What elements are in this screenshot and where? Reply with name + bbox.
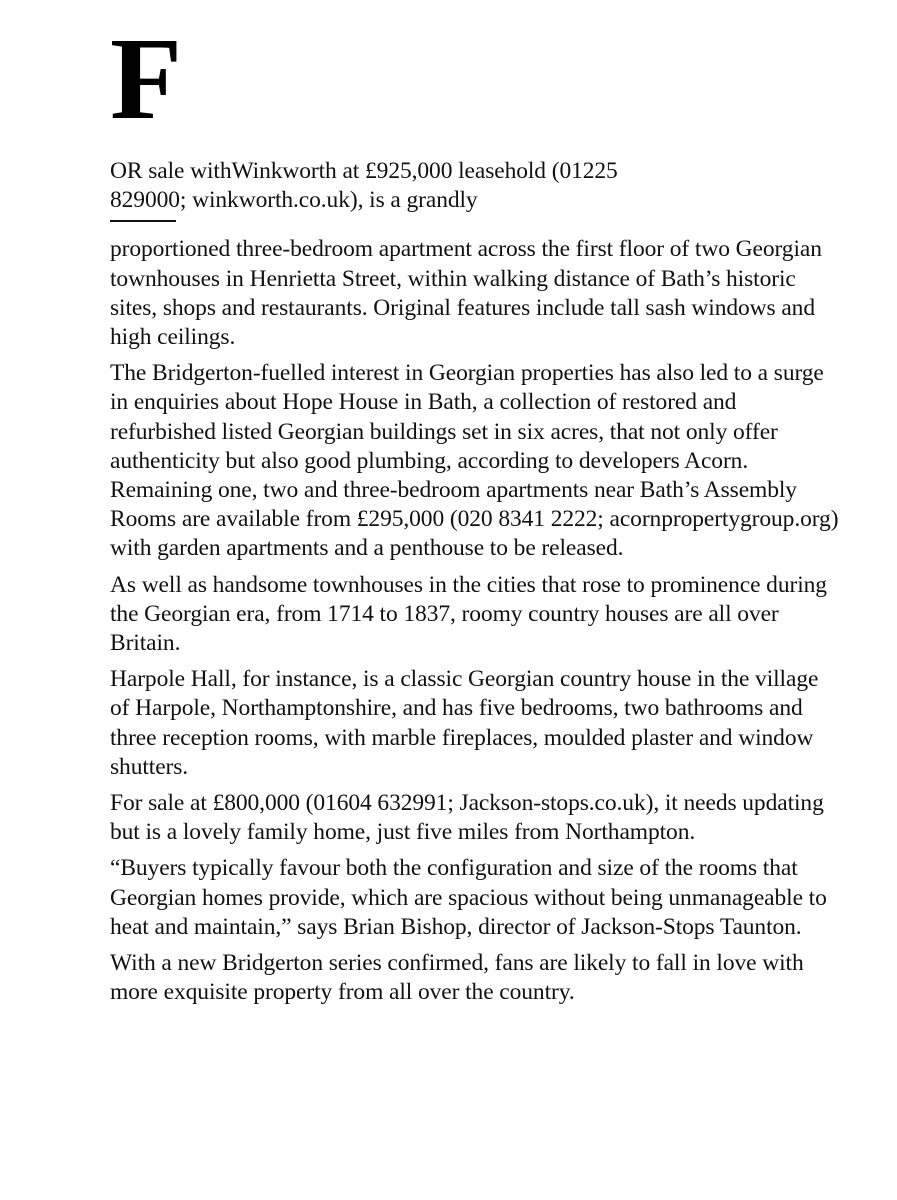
body-paragraph: Harpole Hall, for instance, is a classic Georgian country house in the village of Harpole, Northamptonshire, and has five bedrooms, two bathrooms and three reception rooms, with marble fireplaces, moulded plaster and window shutters.: [110, 666, 819, 780]
lede-paragraph: [110, 157, 840, 215]
section-divider: [110, 220, 176, 222]
body-paragraph: With a new Bridgerton series confirmed, fans are likely to fall in love with more exquisite property from all over the country.: [110, 950, 804, 1006]
lede-line: OR sale withWinkworth at £925,000 leasehold (01225: [110, 158, 618, 184]
body-paragraph: The Bridgerton-fuelled interest in Georgian properties has also led to a surge in enquiries about Hope House in Bath, a collection of restored and refurbished listed Georgian buildings set in six acres, that not only offer authenticity but also good plumbing, according to developers Acorn. Remaining one, two and three-bedroom apartments near Bath’s Assembly Rooms are available from £295,000 (020 8341 2222; acornpropertygroup.org) with garden apartments and a penthouse to be released.: [110, 360, 839, 562]
drop-cap: F: [110, 13, 183, 144]
lede-line: 829000; winkworth.co.uk), is a grandly: [110, 187, 478, 214]
article: [110, 0, 840, 1014]
body-paragraph: As well as handsome townhouses in the cities that rose to prominence during the Georgian era, from 1714 to 1837, roomy country houses are all over Britain.: [110, 571, 827, 657]
quote-paragraph: “Buyers typically favour both the configuration and size of the rooms that Georgian homes provide, which are spacious without being unmanageable to heat and maintain,” says Brian Bishop, director of Jackson-Stops Taunton.: [110, 855, 827, 940]
body-paragraph: For sale at £800,000 (01604 632991; Jackson-stops.co.uk), it needs updating but is a lovely family home, just five miles from Northampton.: [110, 790, 824, 846]
body-paragraph: proportioned three-bedroom apartment across the first floor of two Georgian townhouses in Henrietta Street, within walking distance of Bath’s historic sites, shops and restaurants. Original features include tall sash windows and high ceilings.: [110, 236, 822, 351]
